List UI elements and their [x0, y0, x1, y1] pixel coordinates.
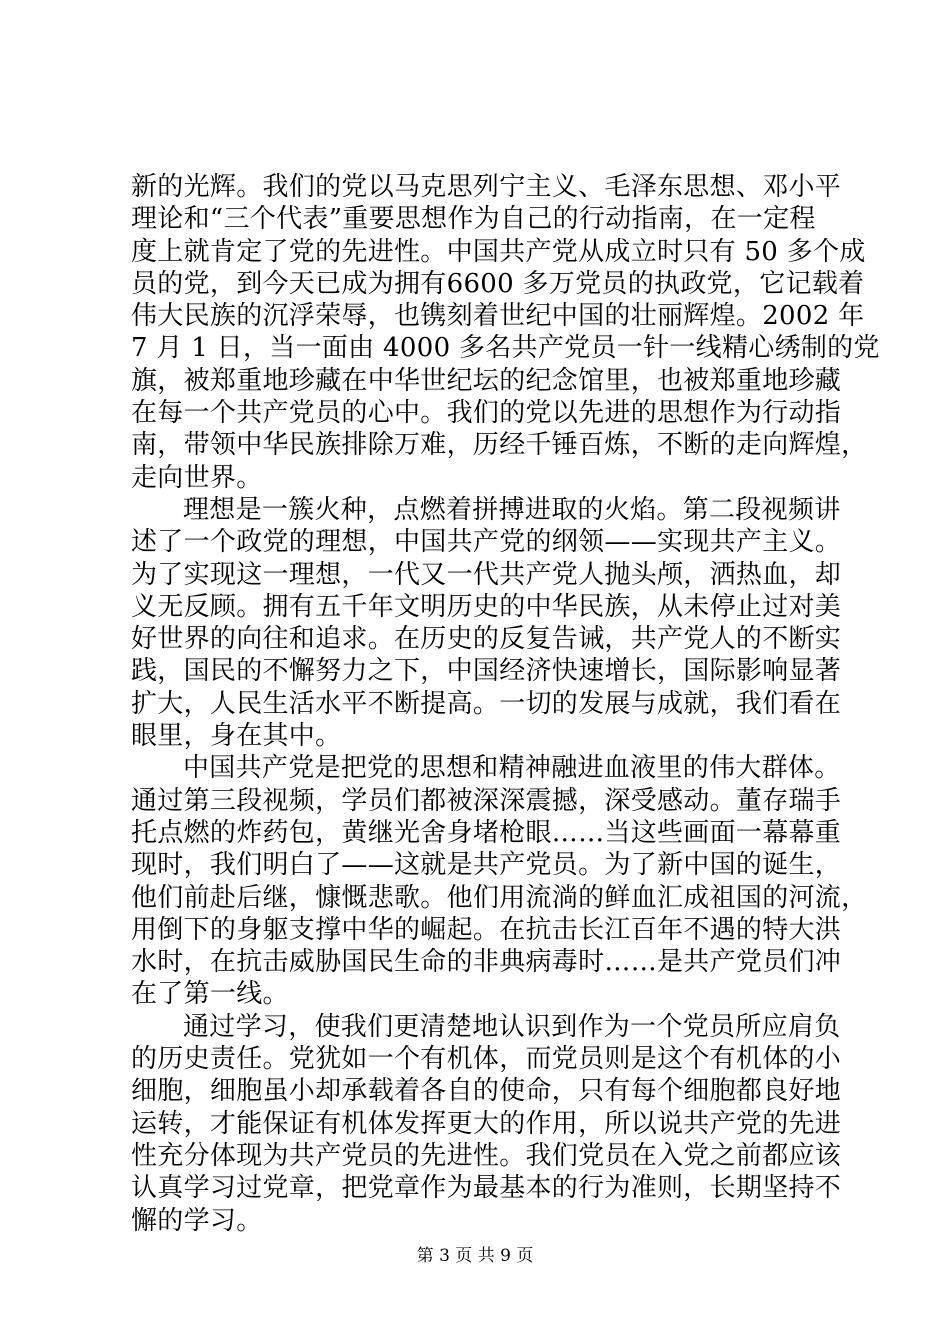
paragraph-line: 托点燃的炸药包，黄继光舍身堵枪眼……当这些画面一幕幕重 [131, 817, 842, 848]
paragraph-line: 员的党，到今天已成为拥有6600 多万党员的执政党，它记载着 [131, 268, 865, 299]
paragraph-line: 在了第一线。 [131, 979, 289, 1010]
paragraph-line: 现时，我们明白了——这就是共产党员。为了新中国的诞生， [131, 850, 842, 881]
paragraph-4 [131, 1011, 842, 1237]
paragraph-line: 用倒下的身躯支撑中华的崛起。在抗击长江百年不遇的特大洪 [131, 914, 842, 945]
paragraph-line: 认真学习过党章，把党章作为最基本的行为准则，长期坚持不 [131, 1173, 842, 1204]
paragraph-line: 运转，才能保证有机体发挥更大的作用，所以说共产党的先进 [131, 1108, 842, 1139]
document-body [131, 171, 880, 1237]
paragraph-line: 中国共产党是把党的思想和精神融进血液里的伟大群体。 [183, 753, 841, 784]
paragraph-line: 水时，在抗击威胁国民生命的非典病毒时……是共产党员们冲 [131, 947, 842, 978]
paragraph-line: 理论和“三个代表”重要思想作为自己的行动指南，在一定程 [131, 204, 816, 235]
paragraph-line: 新的光辉。我们的党以马克思列宁主义、毛泽东思想、邓小平 [131, 172, 842, 202]
page-number: 第 3 页 共 9 页 [416, 1246, 534, 1266]
paragraph-line: 好世界的向往和追求。在历史的反复告诫，共产党人的不断实 [131, 624, 842, 655]
paragraph-line: 懈的学习。 [131, 1205, 263, 1236]
paragraph-line: 7 月 1 日，当一面由 4000 多名共产党员一针一线精心绣制的党 [131, 333, 880, 364]
paragraph-line: 在每一个共产党员的心中。我们的党以先进的思想作为行动指 [131, 398, 842, 429]
paragraph-line: 通过学习，使我们更清楚地认识到作为一个党员所应肩负 [183, 1011, 841, 1042]
paragraph-line: 他们前赴后继，慷慨悲歌。他们用流淌的鲜血汇成祖国的河流， [131, 882, 868, 913]
paragraph-line: 旗，被郑重地珍藏在中华世纪坛的纪念馆里，也被郑重地珍藏 [131, 365, 842, 396]
paragraph-2 [131, 494, 842, 752]
paragraph-line: 践，国民的不懈努力之下，中国经济快速增长，国际影响显著 [131, 656, 842, 687]
paragraph-line: 细胞，细胞虽小却承载着各自的使命，只有每个细胞都良好地 [131, 1076, 842, 1107]
paragraph-line: 扩大，人民生活水平不断提高。一切的发展与成就，我们看在 [131, 688, 842, 719]
page-footer [0, 1245, 950, 1267]
paragraph-1 [131, 171, 880, 494]
paragraph-line: 述了一个政党的理想，中国共产党的纲领——实现共产主义。 [131, 527, 842, 558]
paragraph-line: 的历史责任。党犹如一个有机体，而党员则是这个有机体的小 [131, 1044, 842, 1075]
paragraph-line: 通过第三段视频，学员们都被深深震撼，深受感动。董存瑞手 [131, 785, 842, 816]
paragraph-line: 走向世界。 [131, 462, 263, 493]
paragraph-line: 度上就肯定了党的先进性。中国共产党从成立时只有 50 多个成 [131, 236, 866, 267]
paragraph-line: 伟大民族的沉浮荣辱，也镌刻着世纪中国的壮丽辉煌。2002 年 [131, 301, 865, 332]
paragraph-line: 为了实现这一理想，一代又一代共产党人抛头颅，洒热血，却 [131, 559, 842, 590]
paragraph-3 [131, 752, 868, 1010]
paragraph-line: 南，带领中华民族排除万难，历经千锤百炼，不断的走向辉煌， [131, 430, 868, 461]
paragraph-line: 性充分体现为共产党员的先进性。我们党员在入党之前都应该 [131, 1140, 842, 1171]
paragraph-line: 义无反顾。拥有五千年文明历史的中华民族，从未停止过对美 [131, 591, 842, 622]
paragraph-line: 眼里，身在其中。 [131, 721, 342, 752]
paragraph-line: 理想是一簇火种，点燃着拼搏进取的火焰。第二段视频讲 [183, 494, 841, 525]
